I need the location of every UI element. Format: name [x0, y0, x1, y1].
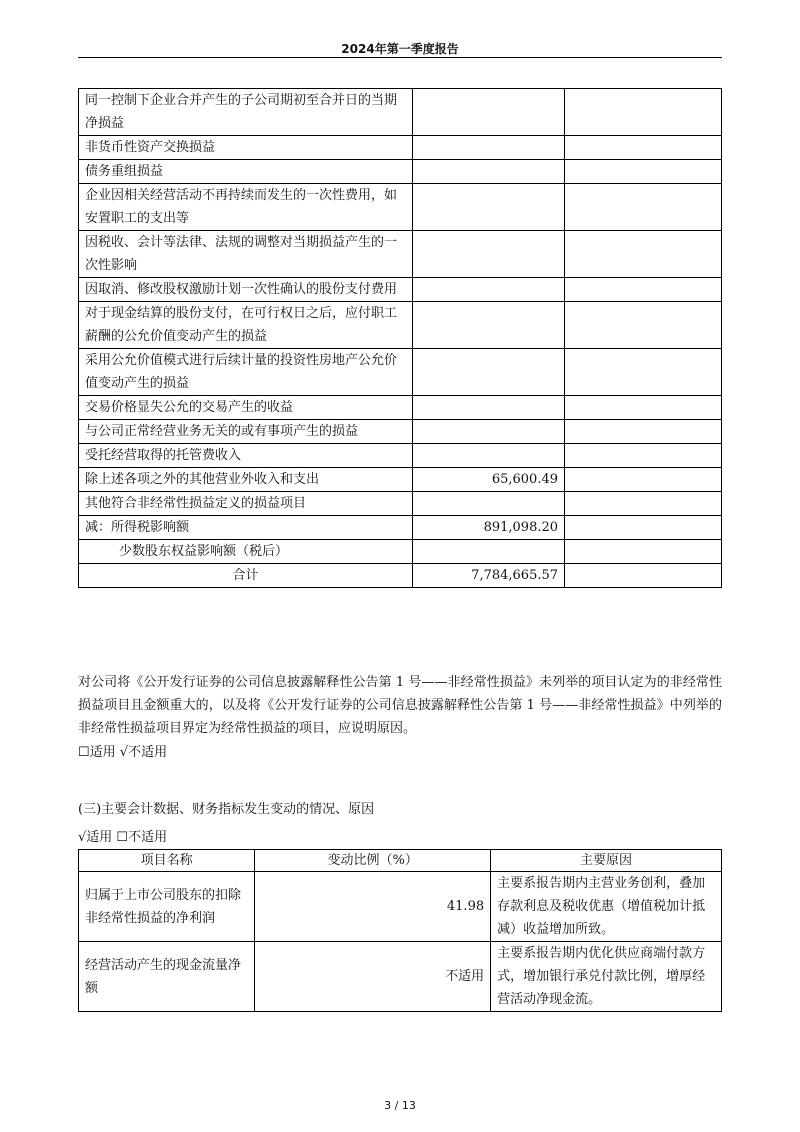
item-amount	[413, 302, 565, 349]
item-note	[565, 160, 722, 184]
item-note	[565, 444, 722, 468]
item-amount	[413, 540, 565, 564]
table-row	[79, 540, 722, 564]
header-rule	[78, 57, 722, 58]
item-label: 减：所得税影响额	[79, 516, 413, 540]
item-note	[565, 278, 722, 302]
applicability-choice: ☐适用 √不适用	[78, 745, 168, 760]
item-name: 经营活动产生的现金流量净额	[79, 942, 255, 1012]
item-note	[565, 184, 722, 231]
item-label: 非货币性资产交换损益	[79, 136, 413, 160]
table-row	[79, 468, 722, 492]
item-label: 受托经营取得的托管费收入	[79, 444, 413, 468]
item-note	[565, 231, 722, 278]
table-row	[79, 160, 722, 184]
item-amount	[413, 136, 565, 160]
total-amount: 7,784,665.57	[413, 564, 565, 588]
table-row	[79, 136, 722, 160]
section-applicability-choice: √适用 ☐不适用	[78, 830, 168, 845]
table-row	[79, 89, 722, 136]
table-header-row	[79, 850, 722, 872]
item-label: 因取消、修改股权激励计划一次性确认的股份支付费用	[79, 278, 413, 302]
item-label: 因税收、会计等法律、法规的调整对当期损益产生的一次性影响	[79, 231, 413, 278]
total-note	[565, 564, 722, 588]
item-amount	[413, 444, 565, 468]
table-row	[79, 872, 722, 942]
item-label: 同一控制下企业合并产生的子公司期初至合并日的当期净损益	[79, 89, 413, 136]
item-amount	[413, 160, 565, 184]
item-name: 归属于上市公司股东的扣除非经常性损益的净利润	[79, 872, 255, 942]
item-note	[565, 420, 722, 444]
item-amount	[413, 492, 565, 516]
item-note	[565, 468, 722, 492]
table-row	[79, 302, 722, 349]
item-label: 少数股东权益影响额（税后）	[79, 540, 413, 564]
table-row	[79, 184, 722, 231]
change-ratio: 41.98	[255, 872, 491, 942]
table-row	[79, 516, 722, 540]
item-label: 其他符合非经常性损益定义的损益项目	[79, 492, 413, 516]
table-row	[79, 349, 722, 396]
item-note	[565, 516, 722, 540]
item-amount	[413, 278, 565, 302]
item-note	[565, 492, 722, 516]
table-row	[79, 444, 722, 468]
item-amount: 891,098.20	[413, 516, 565, 540]
table-row	[79, 231, 722, 278]
table-row	[79, 396, 722, 420]
item-label: 企业因相关经营活动不再持续而发生的一次性费用，如安置职工的支出等	[79, 184, 413, 231]
item-amount	[413, 231, 565, 278]
page-number: 3 / 13	[384, 1099, 416, 1112]
item-label: 债务重组损益	[79, 160, 413, 184]
item-amount	[413, 89, 565, 136]
explanation-paragraph: 对公司将《公开发行证券的公司信息披露解释性公告第 1 号——非经常性损益》未列举的项目认定为的非经常性损益项目且金额重大的，以及将《公开发行证券的公司信息披露解释性公告第 1 号——非经常性损益》中列举的非经常性损益项目界定为经常性损益的项目，应说明原因。	[78, 675, 722, 736]
page-header-title: 2024年第一季度报告	[341, 42, 459, 56]
item-amount	[413, 420, 565, 444]
item-amount	[413, 349, 565, 396]
table-row	[79, 278, 722, 302]
main-reason: 主要系报告期内主营业务创利，叠加存款利息及税收优惠（增值税加计抵减）收益增加所致。	[491, 872, 722, 942]
item-label: 交易价格显失公允的交易产生的收益	[79, 396, 413, 420]
table-row	[79, 492, 722, 516]
main-reason: 主要系报告期内优化供应商端付款方式，增加银行承兑付款比例，增厚经营活动净现金流。	[491, 942, 722, 1012]
change-ratio: 不适用	[255, 942, 491, 1012]
item-note	[565, 136, 722, 160]
column-header-main-reason: 主要原因	[491, 850, 722, 872]
item-amount: 65,600.49	[413, 468, 565, 492]
item-label: 对于现金结算的股份支付，在可行权日之后，应付职工薪酬的公允价值变动产生的损益	[79, 302, 413, 349]
table-total-row	[79, 564, 722, 588]
item-note	[565, 396, 722, 420]
table-row	[79, 420, 722, 444]
item-label: 与公司正常经营业务无关的或有事项产生的损益	[79, 420, 413, 444]
item-label: 除上述各项之外的其他营业外收入和支出	[79, 468, 413, 492]
item-note	[565, 540, 722, 564]
table-row	[79, 942, 722, 1012]
section-heading: (三)主要会计数据、财务指标发生变动的情况、原因	[78, 802, 375, 817]
column-header-item-name: 项目名称	[79, 850, 255, 872]
item-note	[565, 349, 722, 396]
column-header-change-ratio: 变动比例（%）	[255, 850, 491, 872]
item-note	[565, 302, 722, 349]
total-label: 合计	[79, 564, 413, 588]
non-recurring-items-table	[78, 88, 722, 588]
item-label: 采用公允价值模式进行后续计量的投资性房地产公允价值变动产生的损益	[79, 349, 413, 396]
change-reasons-table	[78, 849, 722, 1012]
item-amount	[413, 184, 565, 231]
item-note	[565, 89, 722, 136]
item-amount	[413, 396, 565, 420]
